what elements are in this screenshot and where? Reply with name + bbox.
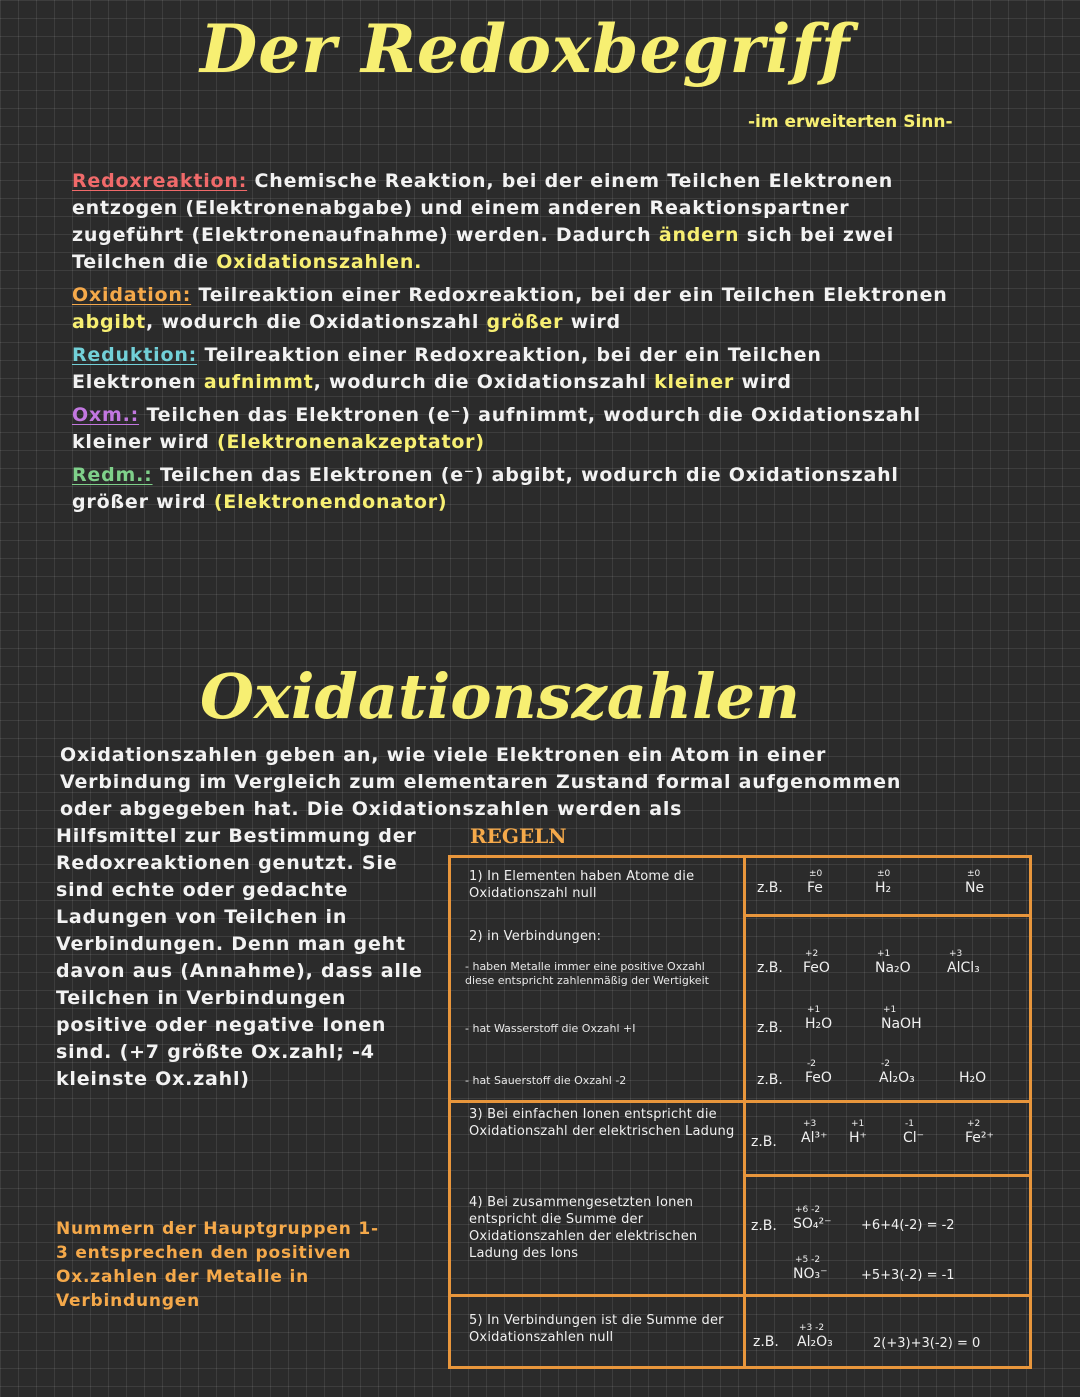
example-ne: ±0 Ne: [965, 869, 985, 896]
intro-text-continued: Hilfsmittel zur Bestimmung der Redoxreaktionen genutzt. Sie sind echte oder gedachte Ladungen von Teilchen in Verbindungen. Denn man geht davon aus (Annahme), dass alle Teilchen in Verbindungen positive oder negative Ionen sind. (+7 größte Ox.zahl; -4 kleinste Ox.zahl): [56, 825, 423, 1090]
zb-label: z.B.: [757, 960, 783, 976]
def-redm: Redm.: Teilchen das Elektronen (e⁻) abgibt, wodurch die Oxidationszahl größer wird (Elektronendonator): [72, 464, 899, 513]
definitions: [72, 168, 952, 522]
zb-label: z.B.: [751, 1218, 777, 1234]
rule-4: 4) Bei zusammengesetzten Ionen entspricht die Summe der Oxidationszahlen der elektrischen Ladung des Ions: [469, 1195, 698, 1261]
rule-1: 1) In Elementen haben Atome die Oxidationszahl null: [469, 869, 695, 901]
def-oxm: Oxm.: Teilchen das Elektronen (e⁻) aufnimmt, wodurch die Oxidationszahl kleiner wird (Elektronenakzeptator): [72, 404, 921, 453]
intro-text: Oxidationszahlen geben an, wie viele Elektronen ein Atom in einer Verbindung im Vergleich zum elementaren Zustand formal aufgenommen oder abgegeben hat. Die Oxidationszahlen werden als: [60, 744, 902, 820]
zb-label: z.B.: [753, 1334, 779, 1350]
table-line: [451, 1294, 1029, 1297]
example-no3: +5 -2 NO₃⁻: [793, 1255, 828, 1282]
rule-3: 3) Bei einfachen Ionen entspricht die Oxidationszahl der elektrischen Ladung: [469, 1107, 735, 1139]
example-na2o: +1 Na₂O: [875, 949, 911, 976]
example-h2o-o: H₂O: [959, 1070, 987, 1086]
rules-table: [448, 855, 1032, 1369]
zb-label: z.B.: [757, 880, 783, 896]
example-naoh: +1 NaOH: [881, 1005, 922, 1032]
calc-no3: +5+3(-2) = -1: [861, 1268, 955, 1283]
table-divider: [743, 858, 746, 1366]
hauptgruppen-note: Nummern der Hauptgruppen 1-3 entsprechen den positiven Ox.zahlen der Metalle in Verbindungen: [56, 1219, 379, 1311]
zb-label: z.B.: [757, 1072, 783, 1088]
rule-2a: - haben Metalle immer eine positive Oxzahl diese entspricht zahlenmäßig der Wertigkeit: [465, 960, 709, 987]
def-oxidation: Oxidation: Teilreaktion einer Redoxreaktion, bei der ein Teilchen Elektronen abgibt, wodurch die Oxidationszahl größer wird: [72, 284, 948, 333]
rule-5: 5) In Verbindungen ist die Summe der Oxidationszahlen null: [469, 1313, 724, 1345]
page-subtitle: -im erweiterten Sinn-: [748, 112, 953, 132]
example-alcl3: +3 AlCl₃: [947, 949, 980, 976]
table-line: [743, 914, 1029, 917]
zb-label: z.B.: [751, 1134, 777, 1150]
page-title: Der Redoxbegriff: [200, 10, 851, 88]
example-hplus: +1 H⁺: [849, 1119, 867, 1146]
example-al2o3-sum: +3 -2 Al₂O₃: [797, 1323, 833, 1350]
rule-2: 2) in Verbindungen:: [469, 929, 602, 944]
table-line: [743, 1174, 1029, 1177]
section-title-oxidationszahlen: Oxidationszahlen: [200, 660, 801, 733]
example-clminus: -1 Cl⁻: [903, 1119, 925, 1146]
calc-al2o3: 2(+3)+3(-2) = 0: [873, 1336, 981, 1351]
example-h2o: +1 H₂O: [805, 1005, 833, 1032]
calc-so4: +6+4(-2) = -2: [861, 1218, 955, 1233]
def-reduktion: Reduktion: Teilreaktion einer Redoxreaktion, bei der ein Teilchen Elektronen aufnimmt, wodurch die Oxidationszahl kleiner wird: [72, 344, 822, 393]
def-redoxreaktion: Redoxreaktion: Chemische Reaktion, bei der einem Teilchen Elektronen entzogen (Elektronenabgabe) und einem anderen Reaktionspartner zugeführt (Elektronenaufnahme) werden. Dadurch ändern sich bei zwei Teilchen die Oxidationszahlen.: [72, 170, 895, 273]
table-line: [451, 1100, 1029, 1103]
example-feo-o: -2 FeO: [805, 1059, 832, 1086]
rule-2c: - hat Sauerstoff die Oxzahl -2: [465, 1074, 627, 1087]
example-fe2plus: +2 Fe²⁺: [965, 1119, 994, 1146]
example-fe: ±0 Fe: [807, 869, 823, 896]
example-al2o3: -2 Al₂O₃: [879, 1059, 915, 1086]
example-so4: +6 -2 SO₄²⁻: [793, 1205, 832, 1232]
rules-label: REGELN: [470, 824, 567, 848]
example-feo: +2 FeO: [803, 949, 830, 976]
zb-label: z.B.: [757, 1020, 783, 1036]
example-h2: ±0 H₂: [875, 869, 892, 896]
example-al3plus: +3 Al³⁺: [801, 1119, 828, 1146]
rule-2b: - hat Wasserstoff die Oxzahl +I: [465, 1022, 636, 1035]
